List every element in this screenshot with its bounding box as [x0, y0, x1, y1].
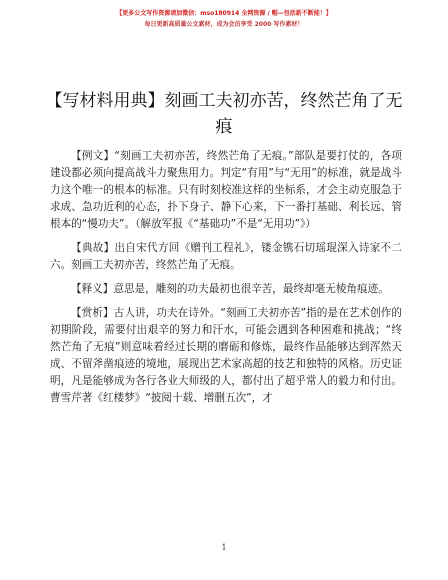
paragraph-tag: 【赏析】	[71, 307, 114, 319]
paragraph-example	[50, 148, 402, 233]
paragraph-meaning	[50, 281, 402, 298]
page-number: 1	[221, 543, 227, 552]
document-title: 【写材料用典】刻画工夫初亦苦，终然芒角了无痕	[45, 91, 403, 137]
paragraph-text: 出自宋代方回《赠刊工程礼》，镂金镌石切瑶琨深入诗家不二六。刻画工夫初亦苦，终然芒角了无痕。	[50, 242, 403, 271]
document-body	[50, 148, 402, 414]
promo-banner-line-1: 【更多公文写作资源请加微信：mso180914 全网资源 / 帽—包括新不断能！】	[116, 10, 332, 17]
paragraph-tag: 【释义】	[71, 283, 114, 295]
paragraph-allusion	[50, 240, 402, 274]
promo-banner-line-2: 每日更新高质量公文素材，成为会员享受 2000 写作素材！	[144, 21, 304, 28]
paragraph-text: 古人讲，功夫在诗外。“刻画工夫初亦苦”指的是在艺术创作的初期阶段，需要付出艰辛的努力和汗水，可能会遇到各种困难和挑战；“终然芒角了无痕”则意味着经过长期的磨砺和修炼，最终作品能够达到浑然天成、不留斧凿痕迹的境地，展现出艺术家高超的技艺和独特的风格。历史证明，凡是能够成为各行各业大师级的人，都付出了超乎常人的毅力和付出。曹雪芹著《红楼梦》“披阅十载、增删五次”，才	[50, 307, 403, 404]
paragraph-tag: 【例文】	[71, 150, 115, 162]
paragraph-text: 意思是，雕刻的功夫最初也很辛苦，最终却毫无棱角痕迹。	[113, 283, 389, 295]
promo-banner	[0, 8, 448, 30]
paragraph-text: “刻画工夫初亦苦，终然芒角了无痕。”部队是要打仗的，各项建设都必须向提高战斗力聚焦用力。判定“有用”与“无用”的标准，就是战斗力这个唯一的根本的标准。只有时刻校准这样的坐标系，才会主动克服急于求成、急功近利的心态，扑下身子、静下心来，下一番打基础、利长远、管根本的“慢功夫”。（解放军报《“基础功”不是“无用功”》）	[50, 150, 402, 230]
paragraph-tag: 【典故】	[71, 242, 115, 254]
paragraph-appreciation	[50, 305, 402, 407]
